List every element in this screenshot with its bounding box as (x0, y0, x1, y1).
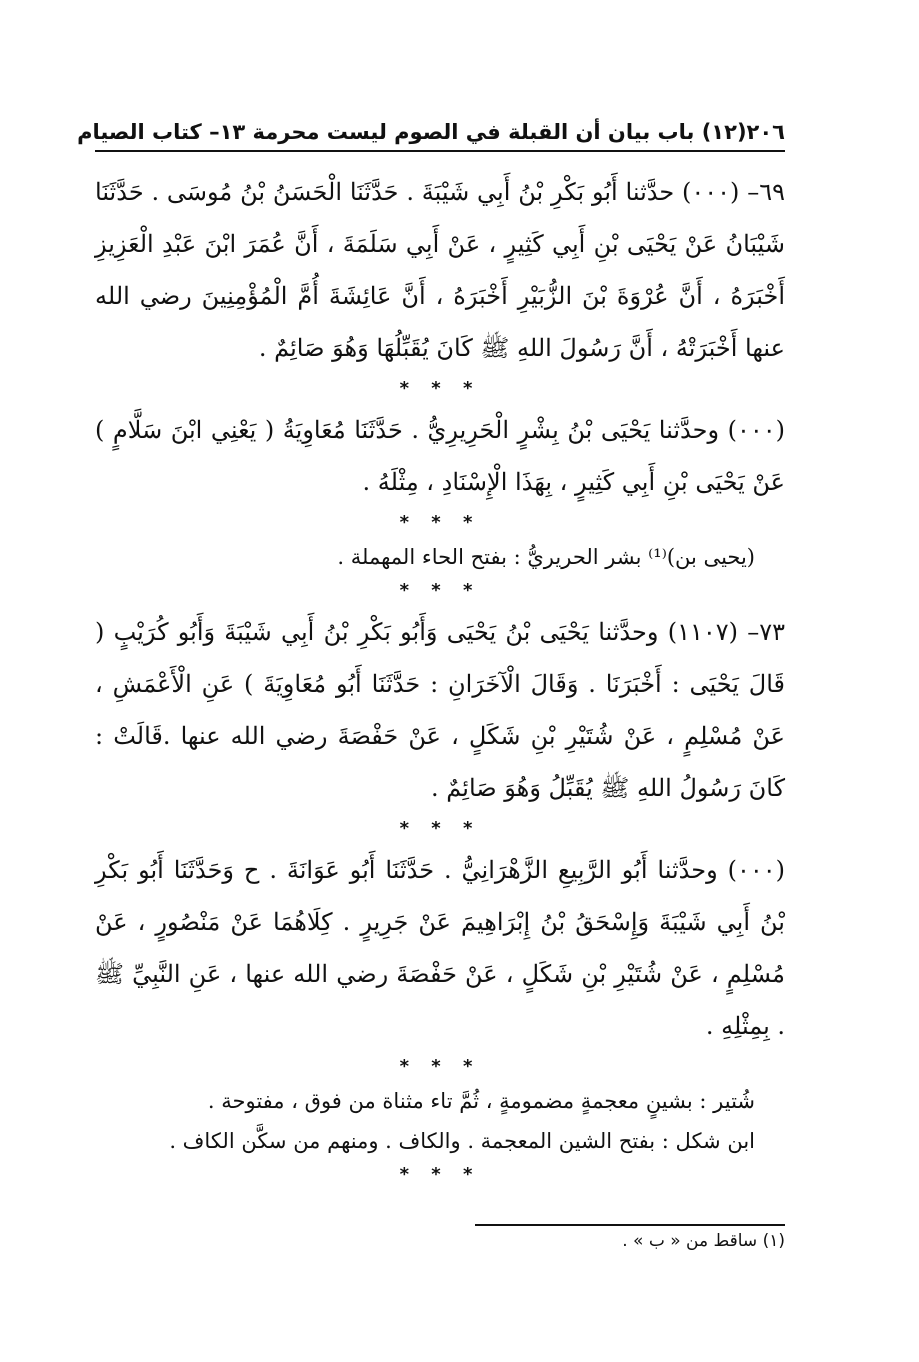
page-number: ٢٠٦ (746, 120, 785, 144)
commentary-note: (يحيى بن)⁽¹⁾ بشر الحريريُّ : بفتح الحاء المهملة . (337, 545, 755, 569)
running-title: (١٢) باب بيان أن القبلة في الصوم ليست محرمة ١٣– كتاب الصيام (77, 120, 747, 144)
hadith-paragraph: (٠٠٠) وحدَّثنا أَبُو الرَّبِيعِ الزَّهْرَانِيُّ . حَدَّثَنَا أَبُو عَوَانَةَ . ح وَحَدَّثَنَا أَبُو بَكْرِ بْنُ أَبِي شَيْبَةَ وَإِسْحَقُ بْنُ إِبْرَاهِيمَ عَنْ جَرِيرٍ . كِلَاهُمَا عَنْ مَنْصُورٍ ، عَنْ مُسْلِمٍ ، عَنْ شُتَيْرِ بْنِ شَكَلٍ ، عَنْ حَفْصَةَ رضي الله عنها ، عَنِ النَّبِيِّ ﷺ . بِمِثْلِهِ . (95, 856, 785, 1040)
hadith-paragraph: ٦٩– (٠٠٠) حدَّثنا أَبُو بَكْرِ بْنُ أَبِي شَيْبَةَ . حَدَّثَنَا الْحَسَنُ بْنُ مُوسَى . حَدَّثَنَا شَيْبَانُ عَنْ يَحْيَى بْنِ أَبِي كَثِيرٍ ، عَنْ أَبِي سَلَمَةَ ، أَنَّ عُمَرَ ابْنَ عَبْدِ الْعَزِيزِ أَخْبَرَهُ ، أَنَّ عُرْوَةَ بْنَ الزُّبَيْرِ أَخْبَرَهُ ، أَنَّ عَائِشَةَ أُمَّ الْمُؤْمِنِينَ رضي الله عنها أَخْبَرَتْهُ ، أَنَّ رَسُولَ اللهِ ﷺ كَانَ يُقَبِّلُهَا وَهُوَ صَائِمٌ . (95, 178, 786, 362)
hadith-paragraph: ٧٣– (١١٠٧) وحدَّثنا يَحْيَى بْنُ يَحْيَى وَأَبُو بَكْرِ بْنُ أَبِي شَيْبَةَ وَأَبُو كُرَيْبٍ ( قَالَ يَحْيَى : أَخْبَرَنَا . وَقَالَ الْآخَرَانِ : حَدَّثَنَا أَبُو مُعَاوِيَةَ ) عَنِ الْأَعْمَشِ ، عَنْ مُسْلِمٍ ، عَنْ شُتَيْرِ بْنِ شَكَلٍ ، عَنْ حَفْصَةَ رضي الله عنها .قَالَتْ : كَانَ رَسُولُ اللهِ ﷺ يُقَبِّلُ وَهُوَ صَائِمٌ . (95, 618, 785, 802)
footnote: (١) ساقط من « ب » . (622, 1231, 785, 1251)
section-separator: * * * (399, 1164, 481, 1185)
section-separator: * * * (399, 378, 481, 399)
commentary-note: شُتير : بشينٍ معجمةٍ مضمومةٍ ، ثُمَّ تاء مثناة من فوق ، مفتوحة . (207, 1089, 755, 1113)
section-separator: * * * (399, 818, 481, 839)
hadith-paragraph: (٠٠٠) وحدَّثنا يَحْيَى بْنُ بِشْرٍ الْحَرِيرِيُّ . حَدَّثَنَا مُعَاوِيَةُ ( يَعْنِي ابْنَ سَلَّامٍ ) عَنْ يَحْيَى بْنِ أَبِي كَثِيرٍ ، بِهَذَا الْإِسْنَادِ ، مِثْلَهُ . (95, 416, 785, 496)
page-header (77, 120, 785, 152)
book-page (77, 120, 786, 1256)
section-separator: * * * (399, 580, 481, 601)
section-separator: * * * (399, 1056, 481, 1077)
section-separator: * * * (399, 512, 481, 533)
commentary-note: ابن شكل : بفتح الشين المعجمة . والكاف . ومنهم من سكَّن الكاف . (169, 1129, 755, 1153)
